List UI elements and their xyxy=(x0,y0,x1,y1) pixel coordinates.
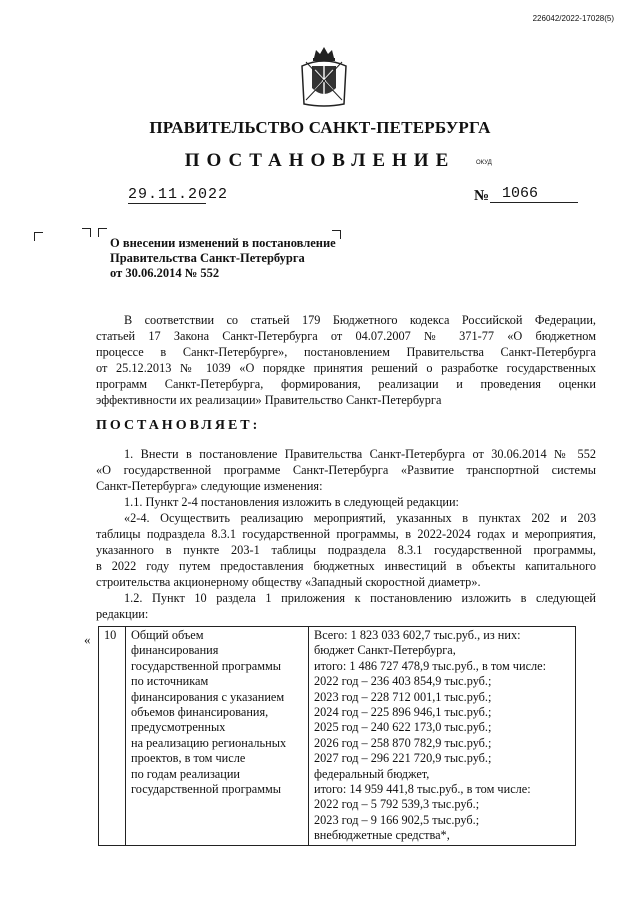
body-line: указанного в пункте 203-1 таблицы подраздела 8.3.1 государственной программы, xyxy=(96,543,596,557)
open-quote: « xyxy=(84,632,91,647)
label-line: проектов, в том числе xyxy=(131,751,246,766)
value-line: 2026 год – 258 870 782,9 тыс.руб.; xyxy=(314,735,492,750)
table-row xyxy=(99,627,576,846)
label-line: по источникам xyxy=(131,674,209,689)
preamble-line: процессе в Санкт-Петербурге», постановлением Правительства Санкт-Петербурга xyxy=(96,345,596,359)
government-title: ПРАВИТЕЛЬСТВО САНКТ-ПЕТЕРБУРГА xyxy=(149,118,491,137)
label-line: на реализацию региональных xyxy=(131,735,287,750)
document-number: 1066 xyxy=(490,185,578,203)
title-line: от 30.06.2014 № 552 xyxy=(110,266,220,280)
value-line: 2025 год – 240 622 173,0 тыс.руб.; xyxy=(314,720,492,735)
body-line: 1.2. Пункт 10 раздела 1 приложения к постановлению изложить в следующей xyxy=(124,591,596,605)
preamble-line: В соответствии со статьей 179 Бюджетного кодекса Российской Федерации, xyxy=(124,313,596,327)
document-type: ПОСТАНОВЛЕНИЕ xyxy=(184,150,456,171)
resolution-title xyxy=(110,236,336,281)
row-number: 10 xyxy=(99,627,126,846)
value-line: итого: 1 486 727 478,9 тыс.руб., в том числе: xyxy=(314,658,547,673)
value-line: 2022 год – 5 792 539,3 тыс.руб.; xyxy=(314,797,480,812)
title-line: О внесении изменений в постановление xyxy=(110,236,336,250)
preamble xyxy=(96,312,596,408)
value-line: 2023 год – 228 712 001,1 тыс.руб.; xyxy=(314,689,492,704)
value-line: 2024 год – 225 896 946,1 тыс.руб.; xyxy=(314,705,492,720)
value-line: 2027 год – 296 221 720,9 тыс.руб.; xyxy=(314,751,492,766)
body-line: редакции: xyxy=(96,607,149,621)
label-line: государственной программы xyxy=(131,782,282,797)
document-date: 29.11.2022 xyxy=(128,186,229,203)
label-line: предусмотренных xyxy=(131,720,226,735)
row-label xyxy=(126,627,309,846)
body-line: в 2022 году путем предоставления бюджетных инвестиций в объекты капитального xyxy=(96,559,596,573)
label-line: финансирования xyxy=(131,643,219,658)
body-line: таблицы подраздела 8.3.1 государственной программы, в 2022-2024 годах и мероприятия, xyxy=(96,527,596,541)
corner-bracket xyxy=(98,228,107,237)
body-line: 1. Внести в постановление Правительства Санкт-Петербурга от 30.06.2014 № 552 xyxy=(124,447,596,461)
preamble-line: программ Санкт-Петербурга, формирования, реализации и проведения оценки xyxy=(96,377,596,391)
label-line: государственной программы xyxy=(131,658,282,673)
value-line: внебюджетные средства*, xyxy=(314,828,450,843)
value-line: итого: 14 959 441,8 тыс.руб., в том числе: xyxy=(314,782,531,797)
number-label: № xyxy=(474,188,490,204)
corner-bracket xyxy=(82,228,91,237)
body-text xyxy=(96,446,596,622)
label-line: финансирования с указанием xyxy=(131,689,285,704)
preamble-line: эффективности их реализации» Правительство Санкт-Петербурга xyxy=(96,393,442,407)
body-line: «2-4. Осуществить реализацию мероприятий, указанных в пунктах 202 и 203 xyxy=(124,511,596,525)
okud-label: ОКУД xyxy=(476,160,492,166)
label-line: по годам реализации xyxy=(131,766,241,781)
financing-table xyxy=(98,626,576,846)
title-line: Правительства Санкт-Петербурга xyxy=(110,251,305,265)
value-line: 2023 год – 9 166 902,5 тыс.руб.; xyxy=(314,812,480,827)
coat-of-arms-icon xyxy=(298,44,350,108)
value-line: бюджет Санкт-Петербурга, xyxy=(314,643,456,658)
preamble-line: статьей 17 Закона Санкт-Петербурга от 04.07.2007 № 371-77 «О бюджетном xyxy=(96,329,596,343)
value-line: федеральный бюджет, xyxy=(314,766,430,781)
resolves-heading: ПОСТАНОВЛЯЕТ: xyxy=(96,418,261,433)
body-line: 1.1. Пункт 2-4 постановления изложить в следующей редакции: xyxy=(124,495,459,509)
corner-bracket xyxy=(34,232,43,241)
row-values xyxy=(309,627,576,846)
label-line: Общий объем xyxy=(131,628,204,642)
body-line: «О государственной программе Санкт-Петербурга «Развитие транспортной системы xyxy=(96,463,596,477)
body-line: Санкт-Петербурга» следующие изменения: xyxy=(96,479,323,493)
label-line: объемов финансирования, xyxy=(131,705,269,720)
document-id: 226042/2022-17028(5) xyxy=(532,14,614,23)
value-line: 2022 год – 236 403 854,9 тыс.руб.; xyxy=(314,674,492,689)
body-line: строительства акционерному обществу «Западный скоростной диаметр». xyxy=(96,575,481,589)
value-line: Всего: 1 823 033 602,7 тыс.руб., из них: xyxy=(314,628,521,642)
preamble-line: от 25.12.2013 № 1039 «О порядке принятия решений о разработке государственных xyxy=(96,361,596,375)
